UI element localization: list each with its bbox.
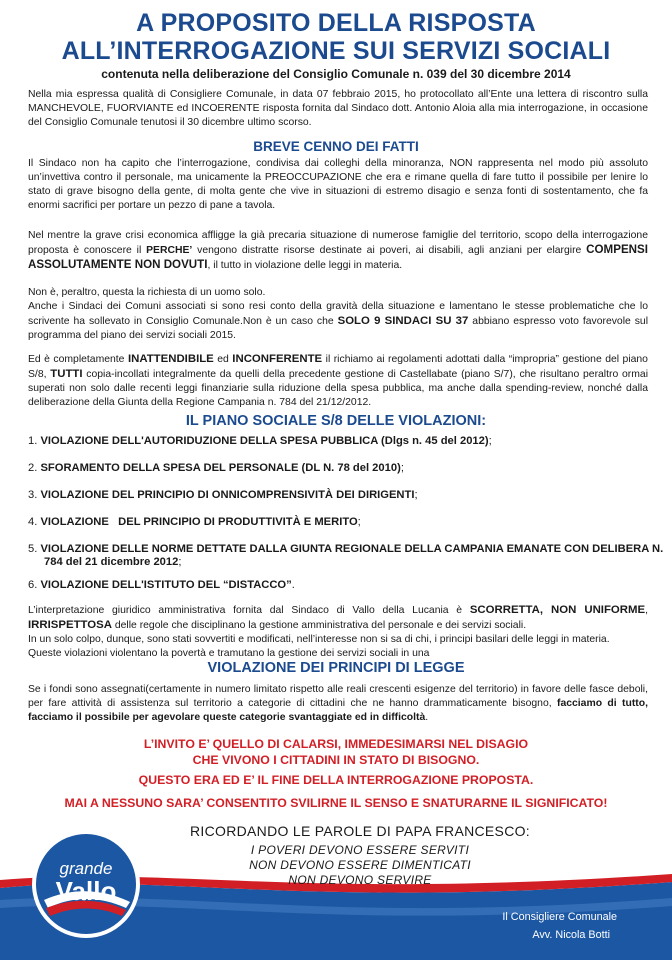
text: Ed è completamente [28,354,128,365]
text: delle regole che disciplinano la gestione amministrativa del personale e dei servizi sociali. [111,620,527,631]
section-title-violazioni: IL PIANO SOCIALE S/8 DELLE VIOLAZIONI: [185,413,487,429]
text: vengono distratte risorse destinate ai poveri, ai disabili, agli anziani per elargire [192,245,587,256]
text: ed [213,354,233,365]
text: . [425,712,429,723]
interpretazione-paragraph [28,603,648,661]
fatti-paragraph-2 [28,229,648,273]
bold-text: COMPENSI ASSOLUTAMENTE NON DOVUTI [28,243,648,271]
text: L’interpretazione giuridico amministrativa fornita dal Sindaco di Vallo della Lucania è [28,605,470,616]
list-item-6 [28,579,648,592]
text: , il tutto in violazione delle leggi in materia. [207,260,403,271]
list-text: VIOLAZIONE DELLE NORME DETTATE DALLA GIUNTA REGIONALE DELLA CAMPANIA EMANATE CON DELIBERA N. 784 del 21 dicembre 2012 [40,543,664,568]
text: Anche i Sindaci dei Comuni associati si sono resi conto della gravità della situazione e lamentano le stesse problematiche che lo scrivente ha sollevato in Consiglio Comunale.Non è un caso che [28,301,648,327]
list-tail: ; [400,462,404,474]
bold-text: INATTENDIBILE [127,353,214,365]
list-tail: ; [357,516,361,528]
fatti-paragraph-3 [28,286,648,343]
list-number: 6. [28,579,38,591]
papa-quote-2: NON DEVONO ESSERE DIMENTICATI [249,858,471,872]
list-text: VIOLAZIONE DELL'AUTORIDUZIONE DELLA SPESA PUBBLICA (Dlgs n. 45 del 2012) [40,435,489,447]
appeal-line-1: L’INVITO E’ QUELLO DI CALARSI, IMMEDESIMARSI NEL DISAGIO [143,737,529,751]
list-number: 4. [28,516,38,528]
page-title-line1: A PROPOSITO DELLA RISPOSTA [136,9,536,37]
list-text: VIOLAZIONE DEL PRINCIPIO DI PRODUTTIVITÀ E MERITO [40,516,358,528]
signature-role: Il Consigliere Comunale [502,911,617,923]
list-tail: ; [488,435,492,447]
text: abbiano espresso voto favorevole sul programma del piano dei servizi sociali 2015. [28,316,648,341]
papa-heading: RICORDANDO LE PAROLE DI PAPA FRANCESCO: [190,823,530,839]
fondi-paragraph [28,683,648,725]
bold-text: SOLO 9 SINDACI SU 37 [337,315,469,327]
text: , [645,605,648,616]
fatti-paragraph-1: Il Sindaco non ha capito che l’interrogazione, condivisa dai colleghi della minoranza, NON rappresenta nel modo più assoluto un’invettiva contro il personale, ma unicamente la PREOCCUPAZIONE che era e rimane quella di fare tutto il possibile per lenire lo stato di grave bisogno della gente, di molta gente che vive in situazioni di estremo disagio e senza fonti di sostentamento, che fa enormi sacrifici per portare un pezzo di pane a tavola. [28,158,648,211]
appeal-line-4: MAI A NESSUNO SARA’ CONSENTITO SVILIRNE IL SENSO E SNATURARNE IL SIGNIFICATO! [64,796,608,810]
list-item-1 [28,435,648,448]
bold-text: TUTTI [50,368,83,380]
section-title-fatti: BREVE CENNO DEI FATTI [253,139,419,154]
bold-text: IRRISPETTOSA [28,619,112,631]
text: Non è, peraltro, questa la richiesta di un uomo solo. [28,287,266,298]
page-title-line2: ALL’INTERROGAZIONE SUI SERVIZI SOCIALI [61,37,611,65]
appeal-line-3: QUESTO ERA ED E’ IL FINE DELLA INTERROGAZIONE PROPOSTA. [138,773,534,787]
text: Se i fondi sono assegnati(certamente in numero limitato rispetto alle reali crescenti esigenze del territorio) in favore delle fasce deboli, per fare attività di assistenza sul territorio a categorie di cittadini che ne hanno drammaticamente bisogno, [28,684,648,709]
logo-text-vallo: Vallo [55,876,117,906]
list-number: 3. [28,489,38,501]
list-tail: ; [178,556,182,568]
bold-text: SCORRETTA, NON UNIFORME [469,604,646,616]
list-text: VIOLAZIONE DEL PRINCIPIO DI ONNICOMPRENSIVITÀ DEI DIRIGENTI [40,489,415,501]
section-title-principi: VIOLAZIONE DEI PRINCIPI DI LEGGE [207,660,465,676]
list-number: 2. [28,462,38,474]
text: copia-incollati integralmente da quelli della precedente gestione di Castellabate (piano S/7), che risultano peraltro ormai superati non solo dalle recenti leggi finanziarie sulla riduzione della spesa pubblica, ma anche dalla spending-review, nonché dalla deliberazione della Giunta della Regione Campania n. 784 del 21/12/2012. [28,369,648,408]
list-item-3 [28,489,648,502]
list-item-2 [28,462,648,475]
text: il richiamo ai regolamenti adottati dalla “impropria” gestione del piano S/8, [28,354,648,380]
list-item-5 [28,543,664,569]
grande-vallo-logo [30,828,142,940]
text: Queste violazioni violentano la povertà e tramutano la gestione dei servizi sociali in una [28,648,430,659]
appeal-line-2: CHE VIVONO I CITTADINI IN STATO DI BISOGNO. [192,753,480,767]
list-tail: ; [414,489,418,501]
list-tail: . [291,579,295,591]
text: Nel mentre la grave crisi economica affligge la già precaria situazione di numerose famiglie del territorio, scopo della interrogazione proposta è conoscere il [28,230,648,256]
bold-text: PERCHE’ [146,245,193,256]
bold-text: facciamo di tutto, facciamo il possibile per agevolare queste categorie svantaggiate ed in difficoltà [28,698,648,723]
signature-name: Avv. Nicola Botti [532,929,610,941]
fatti-paragraph-4 [28,352,648,410]
intro-paragraph: Nella mia espressa qualità di Consigliere Comunale, in data 07 febbraio 2015, ho protocollato all’Ente una lettera di riscontro sulla MANCHEVOLE, FUORVIANTE ed INCOERENTE risposta fornita dal Sindaco dott. Antonio Aloia alla mia interrogazione, in occasione del Consiglio Comunale tenutosi il 30 dicembre ultimo scorso. [28,89,648,128]
list-number: 5. [28,543,38,555]
list-text: VIOLAZIONE DELL'ISTITUTO DEL “DISTACCO” [40,579,292,591]
papa-quote-3: NON DEVONO SERVIRE [288,873,432,887]
papa-quote-1: I POVERI DEVONO ESSERE SERVITI [250,843,470,857]
list-number: 1. [28,435,38,447]
list-item-4 [28,516,648,529]
list-text: SFORAMENTO DELLA SPESA DEL PERSONALE (DL N. 78 del 2010) [40,462,401,474]
text: In un solo colpo, dunque, sono stati sovvertiti e modificati, nell’interesse non si sa di chi, i principi basilari delle leggi in materia. [28,634,610,645]
bold-text: INCONFERENTE [232,353,323,365]
page-subtitle: contenuta nella deliberazione del Consiglio Comunale n. 039 del 30 dicembre 2014 [101,67,571,81]
logo-text-grande: grande [59,859,113,878]
